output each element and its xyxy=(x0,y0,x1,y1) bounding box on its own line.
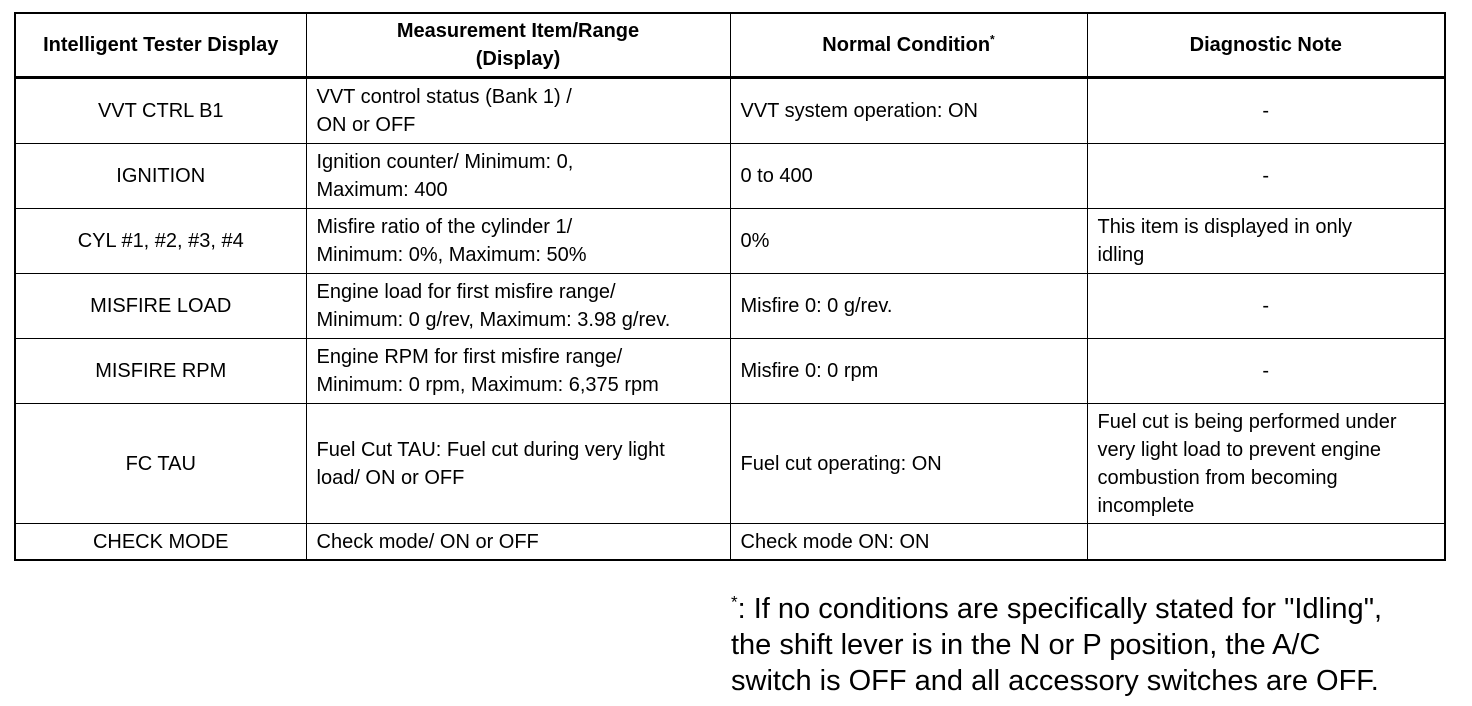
footnote-line2: the shift lever is in the N or P position, the A/C xyxy=(731,629,1321,661)
cell-diagnostic-note xyxy=(1087,404,1445,524)
cell-normal-condition: Check mode ON: ON xyxy=(730,524,1087,561)
cell-diagnostic-note: - xyxy=(1087,78,1445,144)
header-measurement-item xyxy=(306,13,730,78)
cell-display: MISFIRE RPM xyxy=(15,339,306,404)
cell-diagnostic-note xyxy=(1087,209,1445,274)
cell-measurement xyxy=(306,274,730,339)
cell-diagnostic-note xyxy=(1087,524,1445,561)
data-list-table xyxy=(14,12,1446,561)
cell-note-line: very light load to prevent engine xyxy=(1097,438,1382,461)
table-row xyxy=(15,404,1445,524)
cell-measurement-line: Fuel Cut TAU: Fuel cut during very light xyxy=(316,438,665,461)
cell-note-line: combustion from becoming xyxy=(1097,466,1338,489)
cell-measurement xyxy=(306,144,730,209)
cell-normal-condition: VVT system operation: ON xyxy=(730,78,1087,144)
footnote xyxy=(731,591,1461,699)
cell-measurement-line: Minimum: 0 rpm, Maximum: 6,375 rpm xyxy=(316,374,659,396)
header-normal-condition-label: Normal Condition xyxy=(822,34,991,56)
cell-diagnostic-note: - xyxy=(1087,144,1445,209)
cell-measurement xyxy=(306,209,730,274)
cell-display: IGNITION xyxy=(15,144,306,209)
header-measurement-line2: (Display) xyxy=(475,48,561,70)
cell-note-line: Fuel cut is being performed under xyxy=(1097,410,1397,433)
cell-measurement xyxy=(306,78,730,144)
cell-display: VVT CTRL B1 xyxy=(15,78,306,144)
cell-measurement-line: Engine RPM for first misfire range/ xyxy=(316,346,623,368)
table-header-row xyxy=(15,13,1445,78)
table-row xyxy=(15,339,1445,404)
cell-measurement-line: Ignition counter/ Minimum: 0, xyxy=(316,151,574,173)
cell-display: CYL #1, #2, #3, #4 xyxy=(15,209,306,274)
table-row xyxy=(15,524,1445,561)
cell-diagnostic-note: - xyxy=(1087,274,1445,339)
table-row xyxy=(15,144,1445,209)
table-row xyxy=(15,78,1445,144)
cell-measurement xyxy=(306,339,730,404)
cell-measurement-line: Maximum: 400 xyxy=(316,179,448,201)
header-normal-condition xyxy=(730,13,1087,78)
footnote-line3: switch is OFF and all accessory switches are OFF. xyxy=(731,665,1379,697)
cell-diagnostic-note: - xyxy=(1087,339,1445,404)
footnote-line1 xyxy=(731,591,1461,627)
cell-normal-condition: Misfire 0: 0 rpm xyxy=(730,339,1087,404)
cell-measurement-line: ON or OFF xyxy=(316,114,416,136)
cell-normal-condition: Misfire 0: 0 g/rev. xyxy=(730,274,1087,339)
cell-measurement-line: Minimum: 0 g/rev, Maximum: 3.98 g/rev. xyxy=(316,309,671,331)
cell-measurement: Check mode/ ON or OFF xyxy=(306,524,730,561)
cell-measurement-line: Minimum: 0%, Maximum: 50% xyxy=(316,244,587,266)
cell-display: MISFIRE LOAD xyxy=(15,274,306,339)
header-asterisk: * xyxy=(990,32,995,47)
cell-normal-condition: Fuel cut operating: ON xyxy=(730,404,1087,524)
cell-note-line: This item is displayed in only xyxy=(1097,216,1353,238)
header-tester-display: Intelligent Tester Display xyxy=(15,13,306,78)
header-measurement-line1: Measurement Item/Range xyxy=(396,20,640,42)
cell-normal-condition: 0% xyxy=(730,209,1087,274)
header-diagnostic-note: Diagnostic Note xyxy=(1087,13,1445,78)
cell-display: FC TAU xyxy=(15,404,306,524)
cell-normal-condition: 0 to 400 xyxy=(730,144,1087,209)
cell-note-line: idling xyxy=(1097,244,1145,266)
table-row xyxy=(15,209,1445,274)
cell-measurement-line: VVT control status (Bank 1) / xyxy=(316,86,572,108)
cell-measurement-line: Engine load for first misfire range/ xyxy=(316,281,616,303)
table-row xyxy=(15,274,1445,339)
cell-note-line: incomplete xyxy=(1097,494,1195,517)
cell-measurement-line: load/ ON or OFF xyxy=(316,466,465,489)
cell-display: CHECK MODE xyxy=(15,524,306,561)
cell-measurement-line: Misfire ratio of the cylinder 1/ xyxy=(316,216,573,238)
cell-measurement xyxy=(306,404,730,524)
footnote-line1-text: : If no conditions are specifically stated for "Idling", xyxy=(737,593,1383,625)
footnote-asterisk: * xyxy=(731,592,738,612)
